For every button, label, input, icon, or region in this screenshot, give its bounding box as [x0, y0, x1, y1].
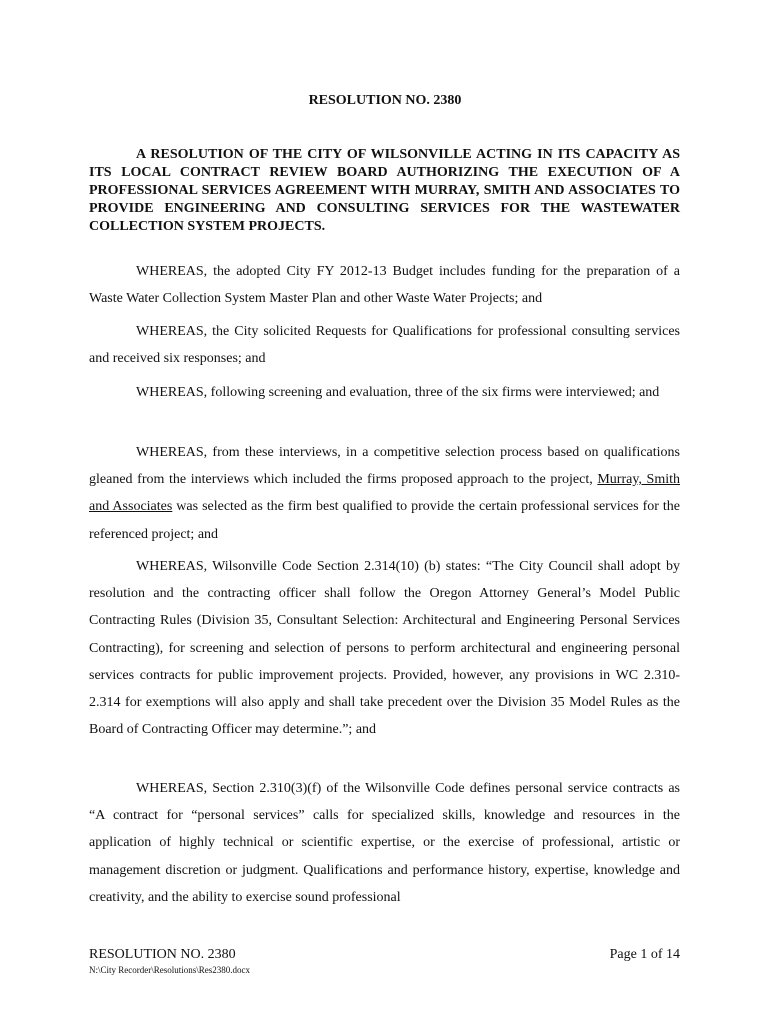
whereas-paragraph-3: WHEREAS, following screening and evaluation, three of the six firms were interviewed; and: [136, 385, 660, 400]
resolution-heading: A RESOLUTION OF THE CITY OF WILSONVILLE ACTING IN ITS CAPACITY AS ITS LOCAL CONTRACT REVIEW BOARD AUTHORIZING THE EXECUTION OF A PROFESSIONAL SERVICES AGREEMENT WITH MURRAY, SMITH AND ASSOCIATES TO PROVIDE ENGINEERING AND CONSULTING SERVICES FOR THE WASTEWATER COLLECTION SYSTEM PROJECTS.: [89, 147, 680, 234]
whereas-paragraph-5: WHEREAS, Wilsonville Code Section 2.314(10) (b) states: “The City Council shall adopt by resolution and the contracting officer shall follow the Oregon Attorney General’s Model Public Contracting Rules (Division 35, Consultant Selection: Architectural and Engineering Personal Services Contracting), for screening and selection of persons to perform architectural and engineering personal services contracts for public improvement projects. Provided, however, any provisions in WC 2.310-2.314 for exemptions will also apply and shall take precedent over the Division 35 Model Rules as the Board of Contracting Officer may determine.”; and: [89, 559, 680, 738]
paragraph-4-text-after: was selected as the firm best qualified to provide the certain professional services for the referenced project; and: [89, 499, 680, 542]
footer-page-number: Page 1 of 14: [609, 947, 680, 962]
footer-resolution-number: RESOLUTION NO. 2380: [89, 947, 236, 962]
whereas-paragraph-1: WHEREAS, the adopted City FY 2012-13 Budget includes funding for the preparation of a Waste Water Collection System Master Plan and other Waste Water Projects; and: [89, 264, 680, 307]
paragraph-4-text-before: WHEREAS, from these interviews, in a competitive selection process based on qualifications gleaned from the interviews which included the firms proposed approach to the project,: [89, 445, 680, 488]
footer-file-path: N:\City Recorder\Resolutions\Res2380.docx: [89, 965, 250, 975]
whereas-paragraph-4: [89, 439, 680, 548]
whereas-paragraph-2: WHEREAS, the City solicited Requests for Qualifications for professional consulting services and received six responses; and: [89, 324, 680, 367]
whereas-paragraph-6: WHEREAS, Section 2.310(3)(f) of the Wilsonville Code defines personal service contracts as “A contract for “personal services” calls for specialized skills, knowledge and resources in the application of highly technical or scientific expertise, or the exercise of professional, artistic or management discretion or judgment. Qualifications and performance history, expertise, knowledge and creativity, and the ability to exercise sound professional: [89, 781, 680, 905]
resolution-title: RESOLUTION NO. 2380: [308, 93, 462, 108]
firm-name-underlined: Murray, Smith and Associates: [89, 472, 680, 515]
